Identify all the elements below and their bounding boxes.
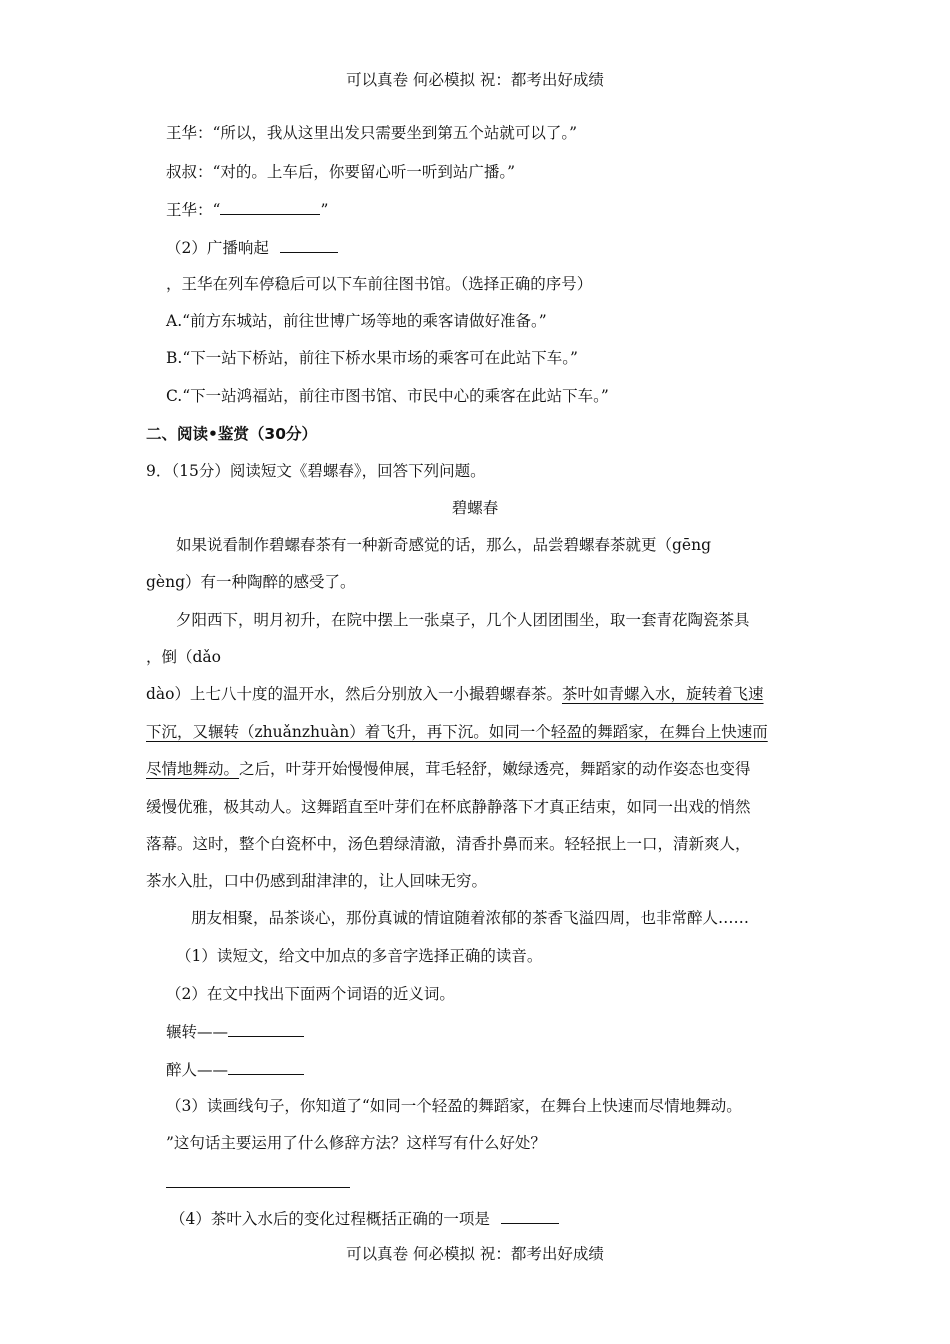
- passage-p2-line2: ，倒（dǎo: [146, 648, 221, 666]
- synonym-blank-1[interactable]: [228, 1021, 304, 1037]
- synonym-row-1: [166, 1021, 304, 1042]
- passage-p3: 朋友相聚，品茶谈心，那份真诚的情谊随着浓郁的茶香飞溢四周，也非常醉人……: [191, 909, 750, 927]
- passage-p1-line2: gèng）有一种陶醉的感受了。: [146, 573, 356, 591]
- q2-answer-blank[interactable]: [280, 237, 338, 253]
- passage-title: 碧螺春: [451, 499, 499, 517]
- q2-prompt-text: （2）广播响起: [166, 239, 269, 257]
- synonym-word-1: 辗转——: [166, 1023, 229, 1041]
- section-title: 二、阅读•鉴赏（30分）: [146, 425, 317, 443]
- synonym-blank-2[interactable]: [228, 1059, 304, 1075]
- sub-question-4: [170, 1208, 559, 1229]
- underlined-sentence: 茶叶如青螺入水，旋转着飞速: [562, 685, 764, 703]
- dialogue-line-wanghua-2: [166, 199, 328, 220]
- dialogue-suffix: ”: [320, 201, 329, 219]
- page-footer: 可以真卷 何必模拟 祝：都考出好成绩: [346, 1245, 604, 1263]
- passage-p1-line1: 如果说看制作碧螺春茶有一种新奇感觉的话，那么，品尝碧螺春茶就更（gēng: [176, 536, 712, 554]
- q9-stem: 9．（15分）阅读短文《碧螺春》，回答下列问题。: [146, 462, 486, 480]
- passage-p2-line6: 缓慢优雅，极其动人。这舞蹈直至叶芽们在杯底静静落下才真正结束，如同一出戏的悄然: [146, 798, 751, 816]
- q2-option-a: A.“前方东城站，前往世博广场等地的乘客请做好准备。”: [166, 312, 547, 330]
- passage-text: dào）上七八十度的温开水，然后分别放入一小撮碧螺春茶。: [146, 685, 562, 703]
- dialogue-prefix: 王华：“: [166, 201, 221, 219]
- synonym-word-2: 醉人——: [166, 1061, 229, 1079]
- passage-p2-line4-underlined: 下沉，又辗转（zhuǎnzhuàn）着飞升，再下沉。如同一个轻盈的舞蹈家，在舞台上快速而: [146, 723, 768, 741]
- sub-question-3-line1: （3）读画线句子，你知道了“如同一个轻盈的舞蹈家，在舞台上快速而尽情地舞动。: [166, 1097, 742, 1115]
- passage-p2-line3: [146, 684, 764, 704]
- underlined-sentence-end: 尽情地舞动。: [146, 760, 240, 778]
- q2-prompt: [166, 237, 338, 258]
- page-header: 可以真卷 何必模拟 祝：都考出好成绩: [346, 71, 604, 89]
- sub-question-3-line2: ”这句话主要运用了什么修辞方法？这样写有什么好处？: [166, 1134, 546, 1152]
- passage-text: 之后，叶芽开始慢慢伸展，茸毛轻舒，嫩绿透亮，舞蹈家的动作姿态也变得: [239, 760, 751, 778]
- sub-question-4-blank[interactable]: [501, 1208, 559, 1224]
- synonym-row-2: [166, 1059, 304, 1080]
- sub-question-2: （2）在文中找出下面两个词语的近义词。: [166, 985, 455, 1003]
- dialogue-line-wanghua-1: 王华：“所以，我从这里出发只需要坐到第五个站就可以了。”: [166, 124, 578, 142]
- answer-blank[interactable]: [220, 199, 320, 215]
- q2-option-b: B.“下一站下桥站，前往下桥水果市场的乘客可在此站下车。”: [166, 349, 578, 367]
- passage-p2-line1: 夕阳西下，明月初升，在院中摆上一张桌子，几个人团团围坐，取一套青花陶瓷茶具: [176, 611, 750, 629]
- sub-question-3-answer-line[interactable]: [166, 1187, 350, 1188]
- passage-p2-line8: 茶水入肚，口中仍感到甜津津的，让人回味无穷。: [146, 872, 488, 890]
- q2-option-c: C.“下一站鸿福站，前往市图书馆、市民中心的乘客在此站下车。”: [166, 387, 609, 405]
- sub-question-1: （1）读短文，给文中加点的多音字选择正确的读音。: [176, 947, 543, 965]
- sub-question-4-text: （4）茶叶入水后的变化过程概括正确的一项是: [170, 1210, 490, 1228]
- q2-continuation: ，王华在列车停稳后可以下车前往图书馆。（选择正确的序号）: [166, 275, 593, 293]
- passage-p2-line5: [146, 759, 751, 779]
- dialogue-line-uncle: 叔叔：“对的。上车后，你要留心听一听到站广播。”: [166, 163, 516, 181]
- passage-p2-line7: 落幕。这时，整个白瓷杯中，汤色碧绿清澈，清香扑鼻而来。轻轻抿上一口，清新爽人，: [146, 835, 751, 853]
